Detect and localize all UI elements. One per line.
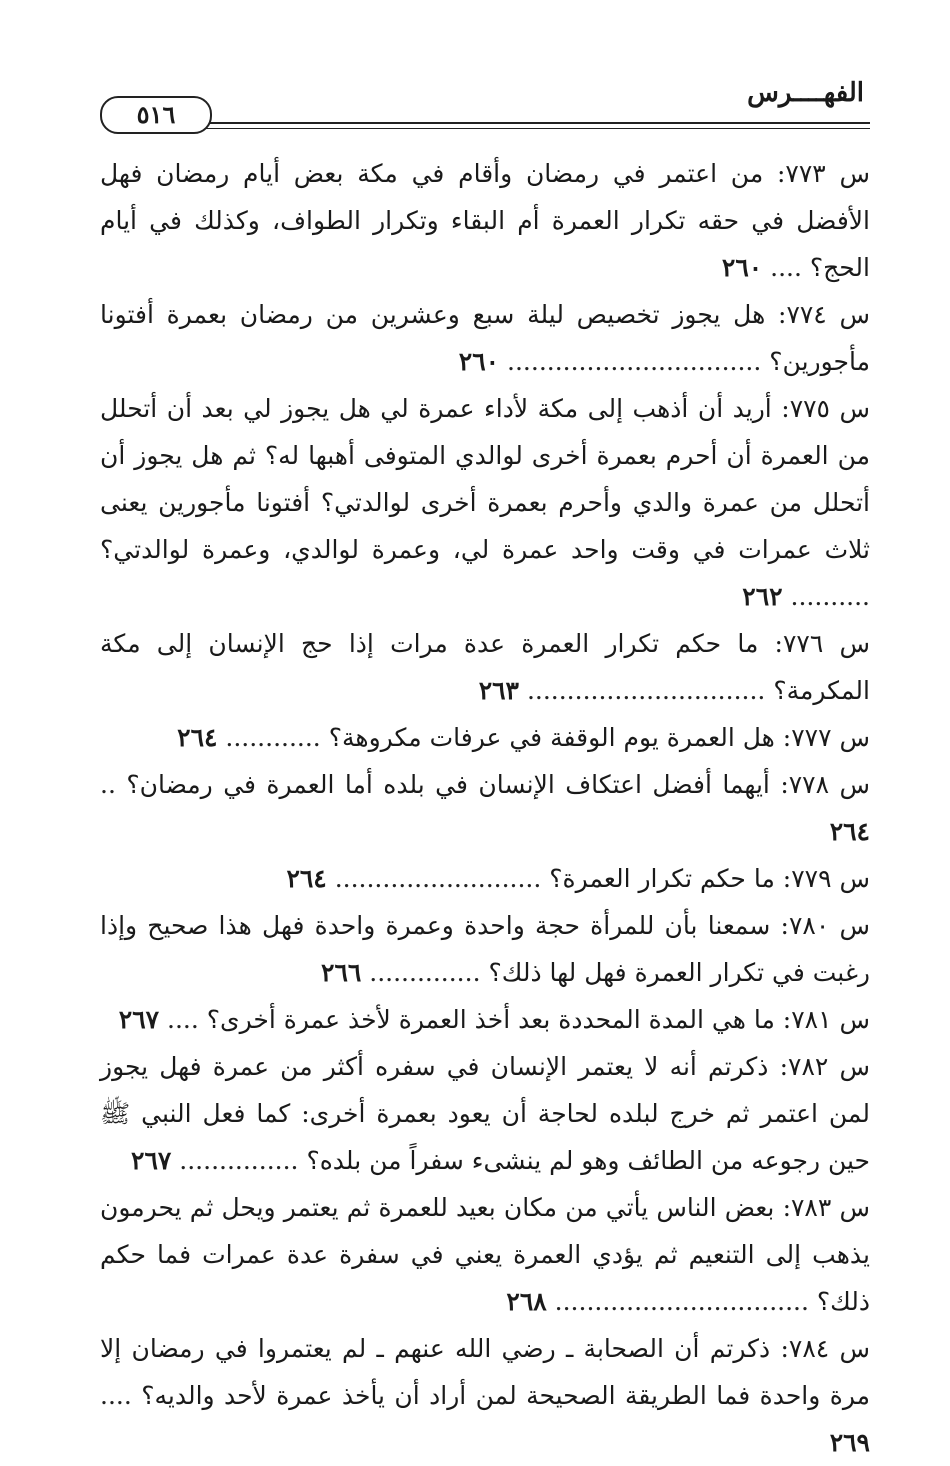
- entry-question: أيهما أفضل اعتكاف الإنسان في بلده أما العمرة في رمضان؟: [126, 770, 770, 799]
- entry-page-number: ٢٦٩: [829, 1428, 870, 1457]
- leader-dots: ....: [770, 253, 802, 282]
- entry-page-number: ٢٦٤: [286, 864, 327, 893]
- page-number-badge: ٥١٦: [100, 96, 212, 134]
- entry-page-number: ٢٦٠: [458, 347, 500, 376]
- entry-number: س ٧٧٨:: [780, 770, 871, 799]
- index-entry: [100, 1184, 870, 1325]
- entry-number: س ٧٨٤:: [780, 1334, 870, 1363]
- entry-question: ما هي المدة المحددة بعد أخذ العمرة لأخذ عمرة أخرى؟: [206, 1005, 775, 1034]
- entry-number: س ٧٨١:: [782, 1005, 870, 1034]
- leader-dots: ..............................: [526, 676, 766, 705]
- index-entry: [100, 902, 870, 996]
- index-entry: [100, 761, 870, 855]
- entry-page-number: ٢٦٨: [506, 1287, 547, 1316]
- index-entry: [100, 996, 870, 1043]
- entry-number: س ٧٨٢:: [779, 1052, 871, 1081]
- entry-number: س ٧٧٦:: [774, 629, 871, 658]
- entry-number: س ٧٧٧:: [782, 723, 870, 752]
- entry-number: س ٧٨٠:: [780, 911, 871, 940]
- entry-number: س ٧٧٩:: [782, 864, 870, 893]
- index-entries: [100, 150, 870, 1466]
- running-title: الفهــــرس: [747, 78, 864, 108]
- index-entry: [100, 855, 870, 902]
- leader-dots: ................................: [554, 1287, 809, 1316]
- entry-number: س ٧٧٤:: [778, 300, 870, 329]
- index-entry: [100, 385, 870, 620]
- leader-dots: ..: [100, 770, 116, 799]
- entry-question: ما حكم تكرار العمرة؟: [549, 864, 775, 893]
- index-entry: [100, 1325, 870, 1466]
- entry-number: س ٧٧٣:: [776, 159, 870, 188]
- entry-question: من اعتمر في رمضان وأقام في مكة بعض أيام رمضان فهل الأفضل في حقه تكرار العمرة أم البقاء وتكرار الطواف، وكذلك في أيام الحج؟: [100, 159, 870, 282]
- entry-page-number: ٢٦٧: [131, 1146, 172, 1175]
- entry-question: هل يجوز تخصيص ليلة سبع وعشرين من رمضان بعمرة أفتونا مأجورين؟: [100, 300, 870, 376]
- leader-dots: ............: [225, 723, 321, 752]
- leader-dots: ..............: [369, 958, 481, 987]
- entry-page-number: ٢٦٣: [478, 676, 519, 705]
- entry-number: س ٧٨٣:: [782, 1193, 870, 1222]
- entry-question: سمعنا بأن للمرأة حجة واحدة وعمرة واحدة فهل هذا صحيح وإذا رغبت في تكرار العمرة فهل لها ذلك؟: [100, 911, 870, 987]
- entry-question: أريد أن أذهب إلى مكة لأداء عمرة لي هل يجوز لي بعد أن أتحلل من العمرة أن أحرم بعمرة أخرى لوالدي المتوفى أهبها له؟ ثم هل يجوز أن أتحلل من عمرة والدي وأحرم بعمرة أخرى لوالدتي؟ أفتونا مأجورين يعنى ثلاث عمرات في وقت واحد عمرة لي، وعمرة لوالدي، وعمرة لوالدتي؟: [100, 394, 870, 564]
- entry-page-number: ٢٦٤: [829, 817, 870, 846]
- entry-question: ما حكم تكرار العمرة عدة مرات إذا حج الإنسان إلى مكة المكرمة؟: [100, 629, 870, 705]
- index-entry: [100, 150, 870, 291]
- leader-dots: ....: [167, 1005, 199, 1034]
- leader-dots: ....: [100, 1381, 132, 1410]
- header-rule: [200, 122, 870, 124]
- entry-page-number: ٢٦٠: [721, 253, 763, 282]
- entry-question: بعض الناس يأتي من مكان بعيد للعمرة ثم يعتمر ويحل ثم يحرمون يذهب إلى التنعيم ثم يؤدي العمرة يعني في سفرة عدة عمرات فما حكم ذلك؟: [100, 1193, 870, 1316]
- entry-question: هل العمرة يوم الوقفة في عرفات مكروهة؟: [328, 723, 775, 752]
- leader-dots: ..........: [790, 582, 870, 611]
- entry-page-number: ٢٦٤: [177, 723, 218, 752]
- leader-dots: ..........................: [334, 864, 542, 893]
- leader-dots: ................................: [507, 347, 762, 376]
- index-entry: [100, 1043, 870, 1184]
- entry-question: ذكرتم أن الصحابة ـ رضي الله عنهم ـ لم يعتمروا في رمضان إلا مرة واحدة فما الطريقة الصحيحة لمن أراد أن يأخذ عمرة لأحد والديه؟: [100, 1334, 871, 1410]
- page-header: [100, 78, 870, 130]
- entry-page-number: ٢٦٢: [742, 582, 783, 611]
- entry-page-number: ٢٦٧: [118, 1005, 160, 1034]
- entry-number: س ٧٧٥:: [781, 394, 871, 423]
- entry-question: ذكرتم أنه لا يعتمر الإنسان في سفره أكثر من عمرة فهل يجوز لمن اعتمر ثم خرج لبلده لحاجة أن يعود بعمرة أخرى: كما فعل النبي ﷺ حين رجوعه من الطائف وهو لم ينشىء سفراً من بلده؟: [100, 1052, 870, 1175]
- index-entry: [100, 291, 870, 385]
- header-rule-thin: [200, 128, 870, 129]
- leader-dots: ...............: [179, 1146, 299, 1175]
- entry-page-number: ٢٦٦: [321, 958, 362, 987]
- index-entry: [100, 620, 870, 714]
- index-entry: [100, 714, 870, 761]
